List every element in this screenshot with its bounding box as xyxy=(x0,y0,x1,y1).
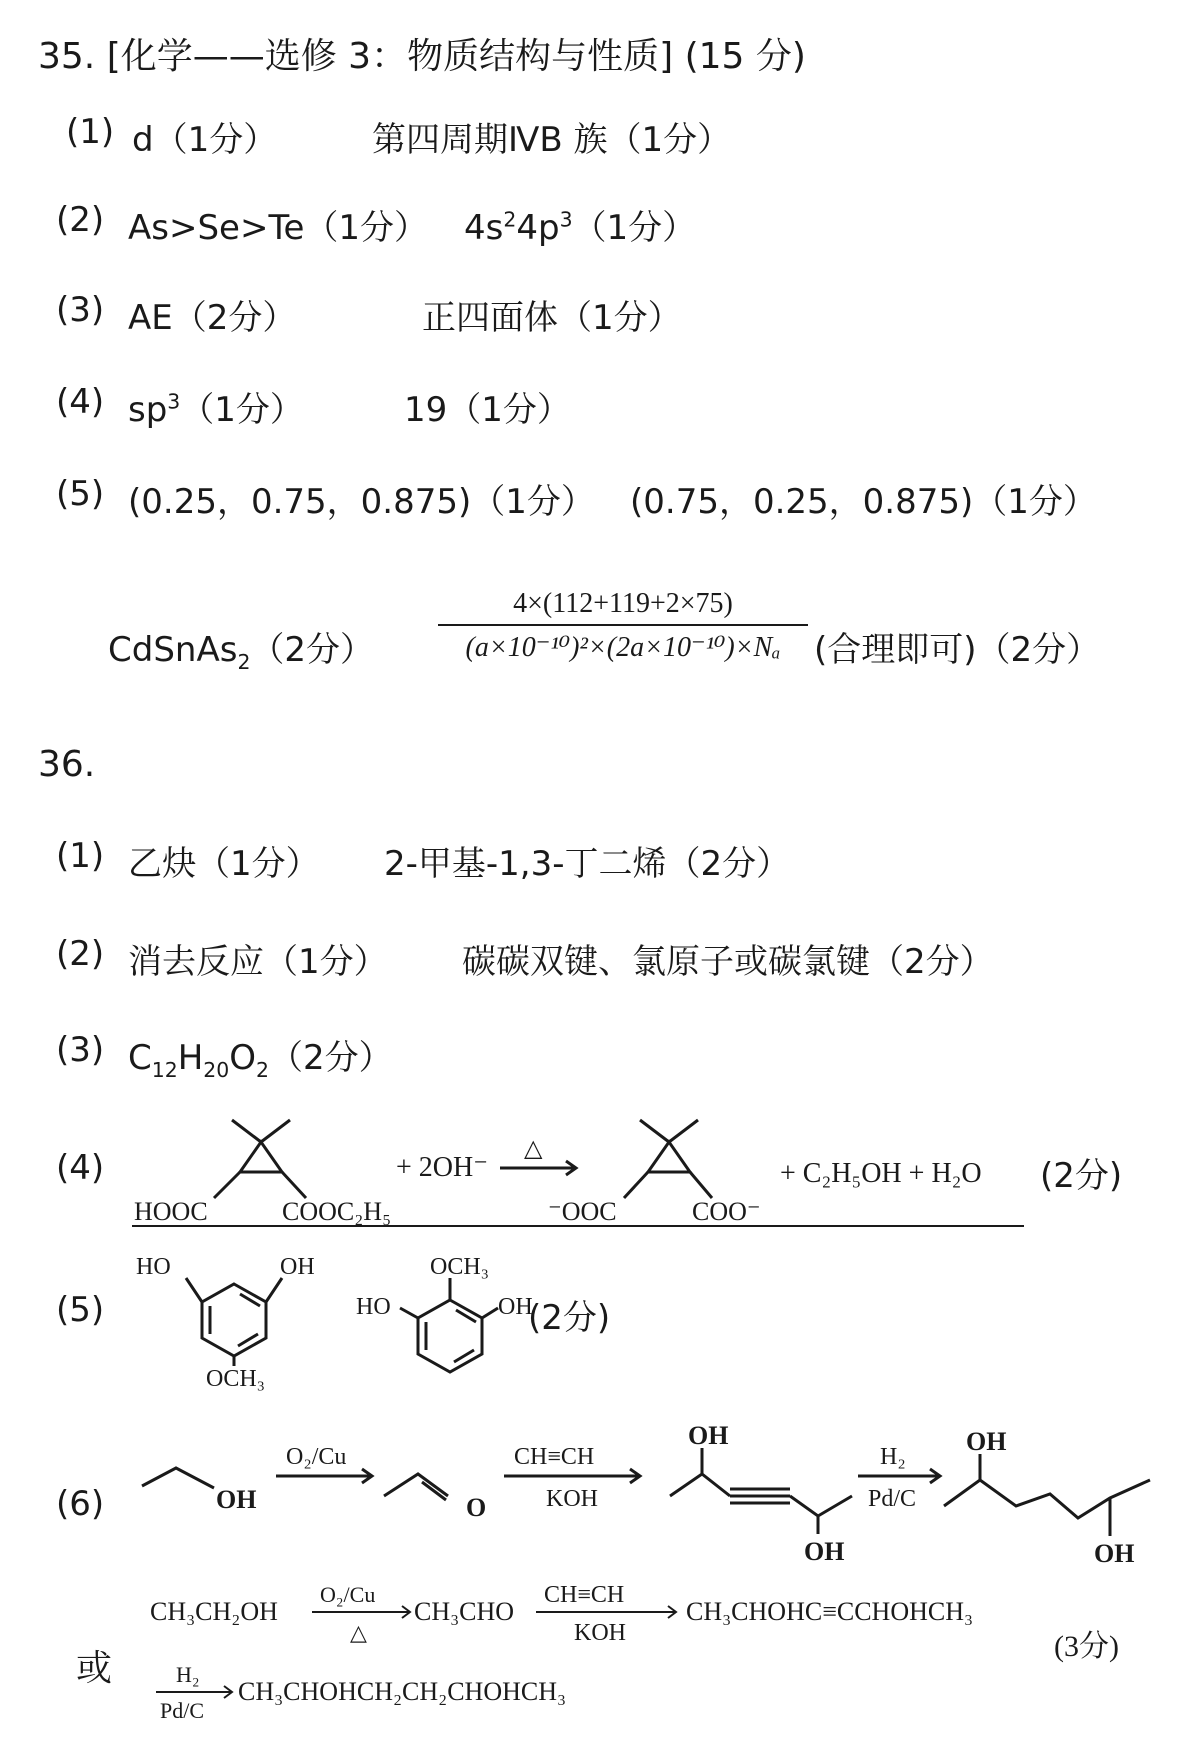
q36-p4-number: (4) xyxy=(56,1148,105,1188)
alkynediol-oh-top: OH xyxy=(688,1421,729,1450)
arrow3-reagent-bottom: Pd/C xyxy=(868,1486,917,1512)
reagent-hydroxide: + 2OH⁻ xyxy=(396,1152,489,1183)
score: （2分） xyxy=(250,630,375,670)
q36-header: 36. xyxy=(38,744,96,785)
formula-sub: 2 xyxy=(237,649,251,674)
carbon-count: 12 xyxy=(151,1057,178,1082)
ethanol-skeleton xyxy=(142,1468,214,1488)
q36-p2-answer2: 碳碳双键、氯原子或碳氯键（2分） xyxy=(462,942,994,982)
q36-p6-synthesis xyxy=(0,1421,1135,1574)
alt-arrow1-bottom: △ xyxy=(350,1620,367,1645)
reactant-left-bond xyxy=(214,1172,240,1198)
q36-p4-reaction xyxy=(0,1120,1100,1230)
q35-p4-answer2: 19（1分） xyxy=(404,390,571,430)
electron-config-4s-count: 2 xyxy=(503,207,517,232)
alkynediol-oh-bottom: OH xyxy=(804,1537,845,1566)
q36-p2-answer1: 消去反应（1分） xyxy=(128,942,388,982)
isomer1-oh-label: OH xyxy=(280,1254,315,1280)
alkynediol-right xyxy=(790,1496,852,1516)
oxygen: O xyxy=(229,1038,256,1078)
alt-alkynediol: CH₃CHOHC≡CCHOHCH₃ xyxy=(686,1597,974,1626)
alt-ethanol: CH₃CH₂OH xyxy=(150,1597,278,1626)
q35-header: 35. [化学——选修 3：物质结构与性质] (15 分) xyxy=(38,36,806,77)
product-methyl-2 xyxy=(669,1120,698,1142)
q35-p5-answer1: (0.25，0.75，0.875)（1分） xyxy=(128,482,595,522)
q36-p1-answer2: 2-甲基-1,3-丁二烯（2分） xyxy=(384,844,791,884)
hydrogen: H xyxy=(177,1038,204,1078)
q35-p5-answer2: (0.75，0.25，0.875)（1分） xyxy=(630,482,1097,522)
alkynediol-left xyxy=(670,1474,730,1496)
formula-base: CdSnAs xyxy=(108,630,238,670)
hexanediol-skeleton xyxy=(944,1480,1150,1518)
isomer1-benzene-ring xyxy=(202,1284,266,1356)
q36-p1-number: (1) xyxy=(56,836,105,876)
isomer2-ho-label: HO xyxy=(356,1294,391,1320)
q35-p1-answer2: 第四周期ⅣB 族（1分） xyxy=(372,120,732,160)
alt-hexanediol: CH₃CHOHCH₂CH₂CHOHCH₃ xyxy=(238,1677,567,1706)
q35-p3-answer2: 正四面体（1分） xyxy=(422,298,682,338)
carbon: C xyxy=(128,1038,152,1078)
electron-config-4s: 4s xyxy=(464,208,504,248)
score: （1分） xyxy=(180,390,304,430)
reactant-methyl-1 xyxy=(232,1120,261,1142)
product-right-group: COO⁻ xyxy=(692,1197,761,1226)
ethanol-oh-label: OH xyxy=(216,1485,257,1514)
arrow3-reagent-top: H₂ xyxy=(880,1444,906,1470)
acetaldehyde-o-label: O xyxy=(466,1493,487,1522)
q35-p4-answer1 xyxy=(128,382,304,431)
alt-arrow3-top: H₂ xyxy=(176,1662,200,1687)
isomer1-bond-oh xyxy=(266,1278,282,1302)
q35-p3-number: (3) xyxy=(56,290,105,330)
product-left-group: ⁻OOC xyxy=(548,1197,617,1226)
score: （2分） xyxy=(268,1038,393,1078)
electron-config-4p-count: 3 xyxy=(559,207,573,232)
hybridization-sup: 3 xyxy=(167,389,181,414)
alt-arrow2-top: CH≡CH xyxy=(544,1582,625,1608)
product-cyclopropane-ring xyxy=(648,1142,690,1172)
reactant-methyl-2 xyxy=(261,1120,290,1142)
alt-arrow3-bottom: Pd/C xyxy=(160,1698,205,1723)
isomer1-bond-ho xyxy=(186,1278,202,1302)
arrow2-reagent-top: CH≡CH xyxy=(514,1444,595,1470)
q35-p2-answer1: As>Se>Te（1分） xyxy=(128,208,428,248)
q36-p1-answer1: 乙炔（1分） xyxy=(128,844,320,884)
fraction-numerator: 4×(112+119+2×75) xyxy=(438,588,808,626)
isomer2-och3-label: OCH₃ xyxy=(430,1254,490,1280)
reactant-right-group: COOC₂H₅ xyxy=(282,1197,392,1226)
reactant-cyclopropane-ring xyxy=(240,1142,282,1172)
alt-or-label: 或 xyxy=(76,1648,113,1689)
hybridization: sp xyxy=(128,390,168,430)
isomer2-benzene-ring xyxy=(418,1300,482,1372)
q35-p2-number: (2) xyxy=(56,200,105,240)
reactant-right-bond xyxy=(282,1172,306,1198)
alt-arrow2-bottom: KOH xyxy=(574,1620,626,1646)
q36-p5-number: (5) xyxy=(56,1290,105,1330)
q35-p1-number: (1) xyxy=(66,112,115,152)
hydrogen-count: 20 xyxy=(203,1057,230,1082)
fraction-denominator: (a×10⁻¹⁰)²×(2a×10⁻¹⁰)×Nₐ xyxy=(465,632,781,663)
reactant-left-group: HOOC xyxy=(134,1197,208,1226)
reaction-condition: △ xyxy=(524,1136,543,1162)
hexanediol-oh-top: OH xyxy=(966,1427,1007,1456)
product-left-bond xyxy=(624,1172,648,1198)
isomer2-oh-label: OH xyxy=(498,1294,533,1320)
q35-p5-formula xyxy=(108,622,374,674)
arrow1-reagent: O₂/Cu xyxy=(286,1444,347,1470)
isomer1-och3-label: OCH₃ xyxy=(206,1366,266,1392)
q35-p5-note: (合理即可)（2分） xyxy=(814,630,1101,670)
alt-score: (3分) xyxy=(1054,1630,1119,1663)
byproducts: + C₂H₅OH + H₂O xyxy=(780,1158,982,1189)
q36-p6-number: (6) xyxy=(56,1484,105,1524)
q36-p5-score: (2分) xyxy=(528,1298,611,1338)
alt-arrow1-top: O₂/Cu xyxy=(320,1582,376,1607)
alt-acetaldehyde: CH₃CHO xyxy=(414,1597,515,1626)
arrow2-reagent-bottom: KOH xyxy=(546,1486,598,1512)
q35-p3-answer1: AE（2分） xyxy=(128,298,297,338)
isomer2-bond-ho xyxy=(400,1308,418,1318)
q36-p2-number: (2) xyxy=(56,934,105,974)
q36-p3-formula xyxy=(128,1030,393,1082)
score: （1分） xyxy=(572,208,697,248)
product-methyl-1 xyxy=(640,1120,669,1142)
q35-p1-answer1: d（1分） xyxy=(132,120,278,160)
q36-p3-number: (3) xyxy=(56,1030,105,1070)
q36-p4-score: (2分) xyxy=(1040,1156,1123,1196)
isomer2-bond-oh xyxy=(482,1308,498,1318)
product-right-bond xyxy=(690,1172,712,1198)
q35-p5-number: (5) xyxy=(56,474,105,514)
isomer1-ho-label: HO xyxy=(136,1254,171,1280)
alt-route xyxy=(0,1580,1119,1740)
hexanediol-oh-bottom: OH xyxy=(1094,1539,1135,1568)
density-fraction xyxy=(438,588,808,664)
oxygen-count: 2 xyxy=(256,1057,269,1082)
electron-config-4p: 4p xyxy=(516,208,560,248)
q35-p2-answer2 xyxy=(464,200,696,249)
q35-p4-number: (4) xyxy=(56,382,105,422)
